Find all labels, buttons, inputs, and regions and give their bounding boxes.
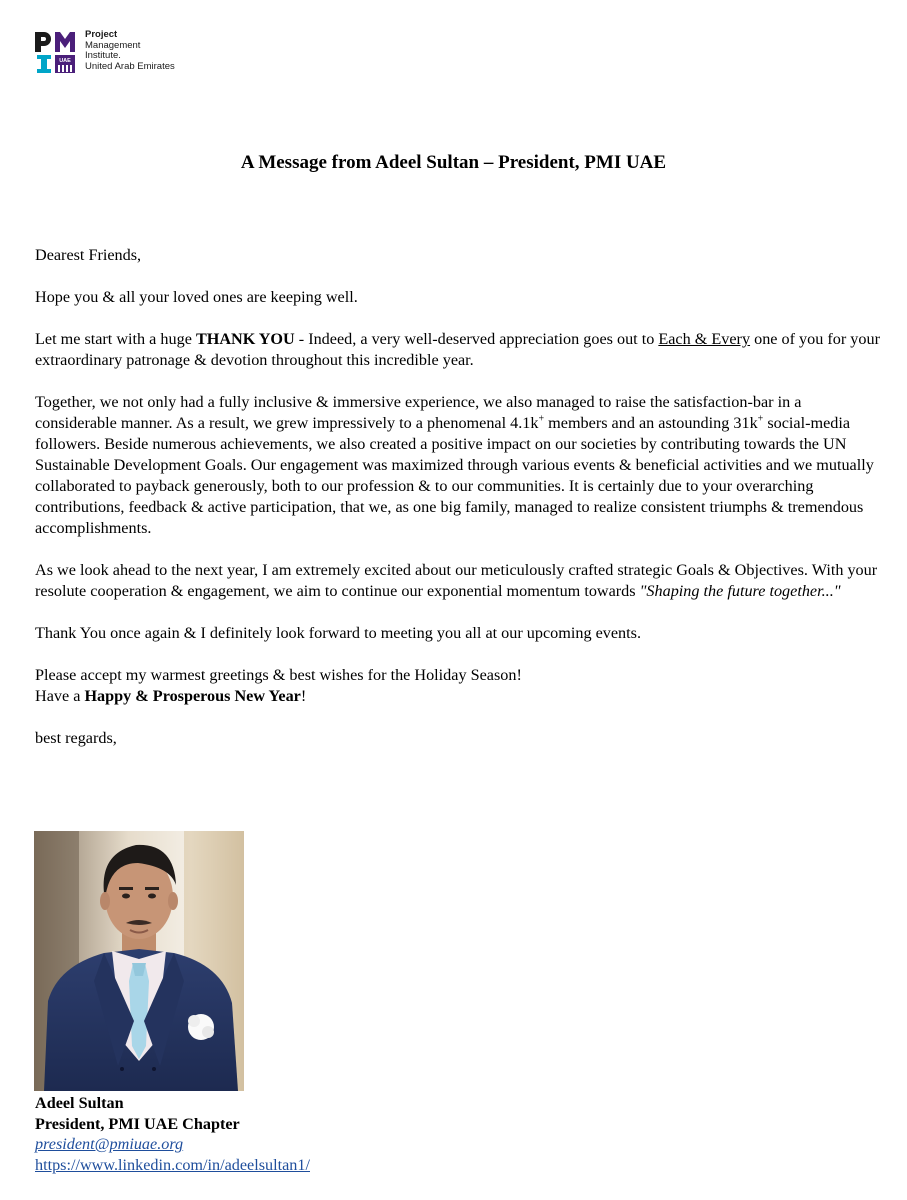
logo-text <box>85 30 175 72</box>
signature-block <box>35 1093 310 1175</box>
portrait-image <box>34 831 244 1091</box>
slogan: "Shaping the future together..." <box>639 582 841 600</box>
president-portrait <box>34 831 244 1091</box>
logo-line-2: Management <box>85 39 141 51</box>
paragraph-3: Together, we not only had a fully inclusive & immersive experience, we also managed to raise the satisfaction-bar in a considerable manner. As a result, we grew impressively to a phenomenal 4.1k+ members and an astounding 31k+ social-media followers. Beside numerous achievements, we also created a positive impact on our societies by contributing towards the UN Sustainable Development Goals. Our engagement was maximized through various events & beneficial activities and we mutually collaborated to payback generously, both to our profession & to our communities. It is certainly due to your overarching contributions, feedback & active participation, that we, as one big family, managed to realize consistent triumphs & tremendous accomplishments. <box>35 393 874 537</box>
logo-line-3: Institute. <box>85 50 121 61</box>
paragraph-1: Hope you & all your loved ones are keeping well. <box>35 288 358 306</box>
logo-badge: UAE <box>59 58 71 64</box>
closing: best regards, <box>35 729 117 747</box>
new-year-emphasis: Happy & Prosperous New Year <box>84 687 301 705</box>
paragraph-2: Let me start with a huge THANK YOU - Indeed, a very well-deserved appreciation goes out to Each & Every one of you for your extraordinary patronage & devotion throughout this incredible year. <box>35 330 880 369</box>
pmi-logo-icon <box>34 30 78 74</box>
logo-line-4: United Arab Emirates <box>85 60 175 72</box>
pmi-uae-logo <box>34 30 194 76</box>
thank-you-emphasis: THANK YOU <box>195 330 295 348</box>
greeting: Dearest Friends, <box>35 246 142 264</box>
signature-name: Adeel Sultan <box>35 1094 124 1112</box>
logo-line-1: Project <box>85 29 118 40</box>
linkedin-link[interactable]: https://www.linkedin.com/in/adeelsultan1/ <box>35 1155 310 1174</box>
each-and-every-underline: Each & Every <box>658 330 751 348</box>
signature-role: President, PMI UAE Chapter <box>35 1114 240 1133</box>
paragraph-4: As we look ahead to the next year, I am extremely excited about our meticulously crafted strategic Goals & Objectives. With your resolute cooperation & engagement, we aim to continue our exponential momentum towards "Shaping the future together..." <box>35 561 878 600</box>
letter-body <box>35 245 887 749</box>
paragraph-6: Please accept my warmest greetings & best wishes for the Holiday Season! <box>35 666 522 684</box>
paragraph-5: Thank You once again & I definitely look forward to meeting you all at our upcoming events. <box>35 624 641 642</box>
page-title: A Message from Adeel Sultan – President, PMI UAE <box>240 152 667 173</box>
email-link[interactable]: president@pmiuae.org <box>35 1135 184 1153</box>
paragraph-7: Have a Happy & Prosperous New Year! <box>35 687 307 705</box>
